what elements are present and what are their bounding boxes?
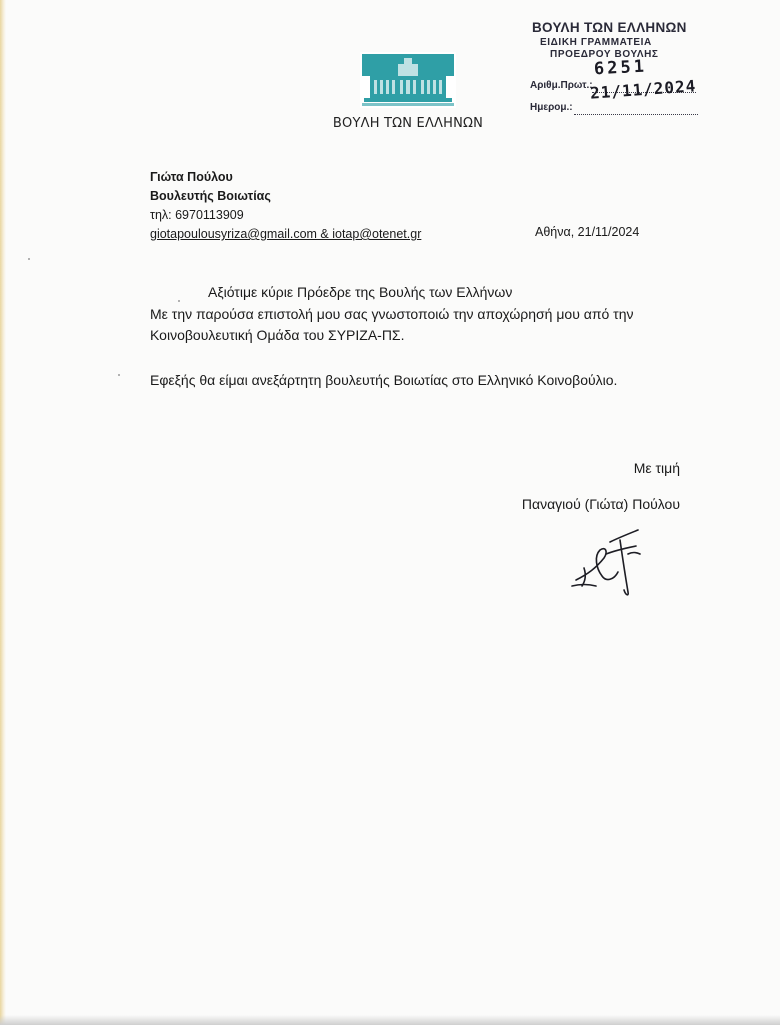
sender-block [150,168,421,244]
scan-speck [28,258,30,260]
handwritten-signature [566,524,646,600]
stamp-protocol-label: Αριθμ.Πρωτ.: [530,80,593,91]
parliament-building-icon [360,52,456,108]
scan-bottom-shadow [0,1015,780,1025]
paragraph-2: Εφεξής θα είμαι ανεξάρτητη βουλευτής Βοιωτίας στο Ελληνικό Κοινοβούλιο. [150,372,618,388]
stamp-subtitle-2: ΠΡΟΕΔΡΟΥ ΒΟΥΛΗΣ [550,49,659,60]
sender-role: Βουλευτής Βοιωτίας [150,189,271,203]
scan-speck [178,300,180,302]
closing: Με τιμή [633,460,680,476]
stamp-protocol-number: 6251 [593,56,648,80]
stamp-subtitle-1: ΕΙΔΙΚΗ ΓΡΑΜΜΑΤΕΙΑ [540,37,652,48]
scan-edge-shadow [0,0,6,1025]
stamp-date-label: Ημερομ.: [530,102,573,113]
sender-name: Γιώτα Πούλου [150,170,233,184]
scan-speck [118,374,120,376]
stamp-date-dotted-line [574,114,698,115]
sender-email: giotapoulousyriza@gmail.com & iotap@otenet.gr [150,227,422,241]
sender-phone: τηλ: 6970113909 [150,208,244,222]
logo-caption: ΒΟΥΛΗ ΤΩΝ ΕΛΛΗΝΩΝ [332,116,484,131]
stamp-title: ΒΟΥΛΗ ΤΩΝ ΕΛΛΗΝΩΝ [532,20,687,35]
signer-name: Παναγιού (Γιώτα) Πούλου [521,496,680,512]
receipt-stamp [522,18,722,113]
parliament-logo [322,52,494,138]
stamp-date-value: 21/11/2024 [589,76,697,103]
salutation: Αξιότιμε κύριε Πρόεδρε της Βουλής των Ελλήνων [208,284,513,300]
paragraph-1: Με την παρούσα επιστολή μου σας γνωστοποιώ την αποχώρησή μου από την Κοινοβουλευτική Ομάδα του ΣΥΡΙΖΑ-ΠΣ. [150,306,634,343]
letter-date: Αθήνα, 21/11/2024 [535,225,640,239]
